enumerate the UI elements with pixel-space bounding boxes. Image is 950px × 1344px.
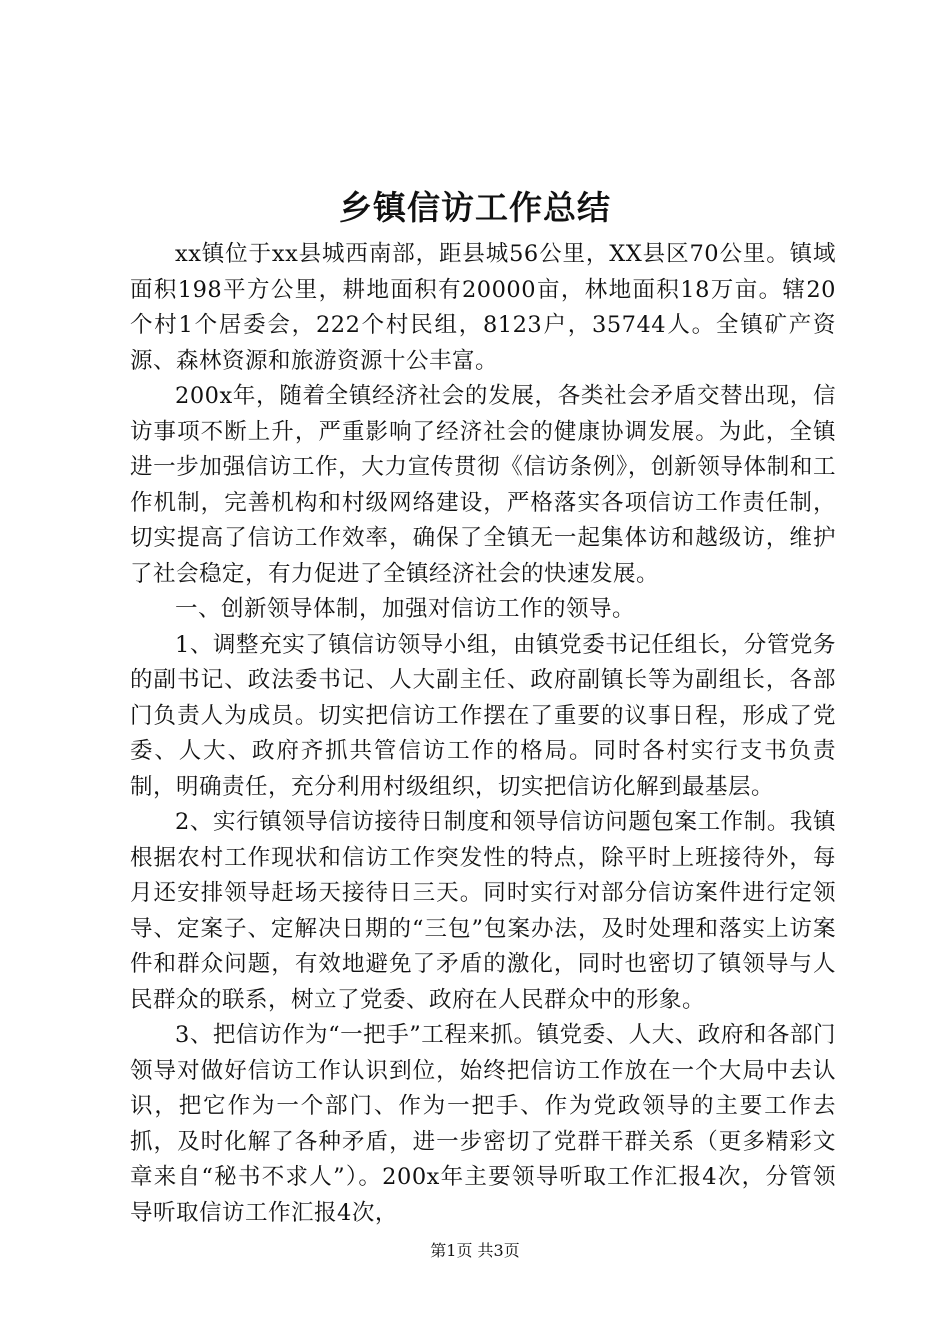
- paragraph-item-2: 2、实行镇领导信访接待日制度和领导信访问题包案工作制。我镇根据农村工作现状和信访工作突发性的特点，除平时上班接待外，每月还安排领导赶场天接待日三天。同时实行对部分信访案件进行定领导、定案子、定解决日期的“三包”包案办法，及时处理和落实上访案件和群众问题，有效地避免了矛盾的激化，同时也密切了镇领导与人民群众的联系，树立了党委、政府在人民群众中的形象。: [130, 809, 836, 1013]
- paragraph-item-3: 3、把信访作为“一把手”工程来抓。镇党委、人大、政府和各部门领导对做好信访工作认识到位，始终把信访工作放在一个大局中去认识，把它作为一个部门、作为一把手、作为党政领导的主要工作去抓，及时化解了各种矛盾，进一步密切了党群干群关系（更多精彩文章来自“秘书不求人”）。200x年主要领导听取工作汇报4次，分管领导听取信访工作汇报4次，: [130, 1022, 836, 1226]
- paragraph-overview: xx镇位于xx县城西南部，距县城56公里，XX县区70公里。镇域面积198平方公里，耕地面积有20000亩，林地面积18万亩。辖20个村1个居委会，222个村民组，8123户，35744人。全镇矿产资源、森林资源和旅游资源十公丰富。: [130, 241, 836, 374]
- paragraph-item-1: 1、调整充实了镇信访领导小组，由镇党委书记任组长，分管党务的副书记、政法委书记、人大副主任、政府副镇长等为副组长，各部门负责人为成员。切实把信访工作摆在了重要的议事日程，形成了党委、人大、政府齐抓共管信访工作的格局。同时各村实行支书负责制，明确责任，充分利用村级组织，切实把信访化解到最基层。: [130, 631, 836, 800]
- section-heading-1: 一、创新领导体制，加强对信访工作的领导。: [175, 596, 636, 622]
- document-title: 乡镇信访工作总结: [339, 188, 611, 227]
- paragraph-background: 200x年，随着全镇经济社会的发展，各类社会矛盾交替出现，信访事项不断上升，严重影响了经济社会的健康协调发展。为此，全镇进一步加强信访工作，大力宣传贯彻《信访条例》，创新领导体制和工作机制，完善机构和村级网络建设，严格落实各项信访工作责任制，切实提高了信访工作效率，确保了全镇无一起集体访和越级访，维护了社会稳定，有力促进了全镇经济社会的快速发展。: [130, 383, 836, 587]
- page-footer: 第1页 共3页: [430, 1241, 520, 1260]
- document-body: [130, 237, 836, 1231]
